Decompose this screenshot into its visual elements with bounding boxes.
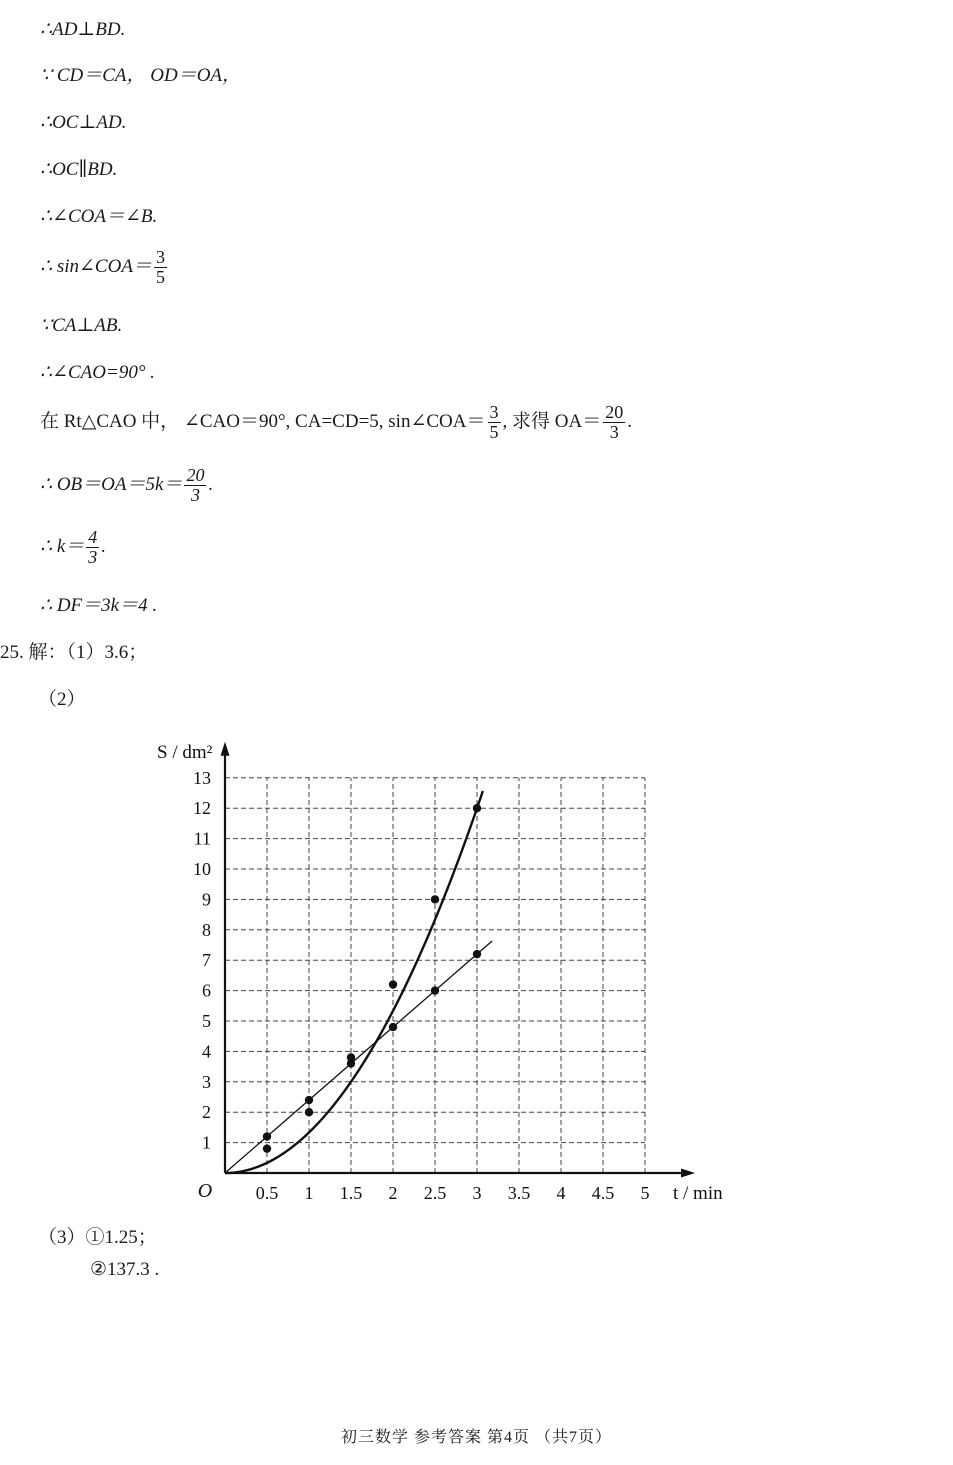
proof-line-7: ∵CA⊥AB.	[40, 315, 123, 336]
proof-line-9: 在 Rt△CAO 中， ∠CAO＝90°, CA=CD=5, sin∠COA＝ $\frac{3}{5}$ , 求得 OA＝ $\frac{20}{3}$ .	[40, 402, 632, 442]
s-t-graph	[150, 735, 750, 1220]
x-tick-label: 1.5	[339, 1183, 363, 1203]
series-1-point	[431, 895, 439, 903]
proof-line-1: ∴AD⊥BD.	[40, 19, 126, 40]
proof-line-3: ∴OC⊥AD.	[40, 112, 127, 133]
question-25-heading: 25. 解：（1）3.6；	[0, 642, 148, 663]
chart-grid	[225, 778, 645, 1173]
y-tick-label: 8	[202, 919, 211, 940]
x-tick-label: 4.5	[591, 1183, 615, 1203]
proof-line-12: ∴ DF＝3k＝4 .	[40, 595, 158, 616]
question-25-part-2: （2）	[38, 689, 86, 710]
y-tick-label: 13	[193, 767, 211, 788]
series-2-point	[263, 1132, 271, 1140]
y-tick-label: 9	[202, 889, 211, 910]
series-1-point	[389, 980, 397, 988]
series-1-point	[263, 1144, 271, 1152]
x-axis-title: t / min	[673, 1183, 723, 1204]
proof-line-11: ∴ k＝ $\frac{4}{3}$ .	[40, 527, 107, 567]
question-25-part-3b: ②137.3 .	[90, 1259, 160, 1280]
x-tick-label: 0.5	[255, 1183, 279, 1203]
series-1-point	[305, 1108, 313, 1116]
proof-line-2: ∵ CD＝CA， OD＝OA，	[40, 65, 242, 86]
y-tick-label: 12	[193, 798, 211, 819]
y-tick-label: 1	[202, 1132, 211, 1153]
series-2-point	[431, 986, 439, 994]
y-tick-label: 4	[202, 1041, 211, 1062]
series-2-point	[473, 950, 481, 958]
series-2-point	[347, 1059, 355, 1067]
y-axis-arrow	[221, 742, 230, 756]
y-tick-label: 7	[202, 950, 211, 971]
series-2-point	[305, 1096, 313, 1104]
question-25-part-3a: （3）①1.25；	[38, 1227, 157, 1248]
x-tick-label: 2	[388, 1183, 398, 1203]
y-tick-label: 10	[193, 859, 211, 879]
chart-labels	[157, 742, 723, 1204]
x-tick-label: 3.5	[507, 1183, 531, 1203]
y-tick-label: 2	[202, 1102, 211, 1123]
origin-label: O	[197, 1180, 213, 1202]
proof-line-4: ∴OC∥BD.	[40, 159, 118, 180]
x-tick-label: 1	[304, 1183, 314, 1203]
series-2-point	[389, 1023, 397, 1031]
y-tick-label: 11	[193, 828, 211, 849]
x-tick-label: 5	[640, 1183, 650, 1203]
x-axis-arrow	[681, 1169, 695, 1178]
series-1-point	[473, 804, 481, 812]
chart-curves	[225, 791, 492, 1173]
x-tick-label: 2.5	[423, 1183, 447, 1203]
y-tick-label: 5	[202, 1011, 211, 1031]
proof-line-5: ∴∠COA＝∠B.	[40, 206, 158, 227]
x-tick-label: 3	[472, 1183, 482, 1203]
x-tick-label: 4	[556, 1183, 566, 1203]
page-footer: 初三数学 参考答案 第4页 （共7页）	[340, 1429, 612, 1446]
proof-line-8: ∴∠CAO=90° .	[40, 362, 155, 383]
y-axis-title: S / dm²	[157, 741, 213, 763]
y-tick-label: 3	[202, 1071, 211, 1092]
proof-line-10: ∴ OB＝OA＝5k＝ $\frac{20}{3}$ .	[40, 465, 214, 505]
y-tick-label: 6	[202, 980, 211, 1001]
proof-line-6: ∴ sin∠COA＝ $\frac{3}{5}$	[40, 247, 165, 287]
